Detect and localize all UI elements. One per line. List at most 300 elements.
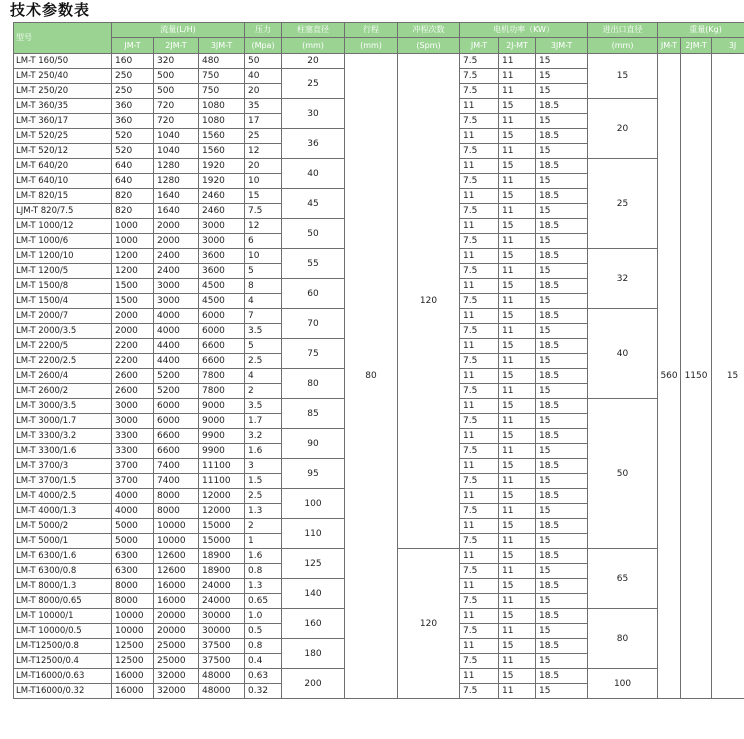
flow-cell: 20000 [154,624,199,639]
pressure-cell: 1.6 [245,549,282,564]
model-cell: LM-T 1200/10 [14,249,112,264]
flow-cell: 3700 [112,459,154,474]
flow-cell: 4000 [112,489,154,504]
flow-cell: 3000 [112,399,154,414]
motor-power-cell: 11 [460,399,499,414]
motor-power-cell: 11 [499,504,536,519]
motor-power-cell: 7.5 [460,354,499,369]
pressure-cell: 12 [245,144,282,159]
pressure-cell: 2 [245,384,282,399]
pressure-cell: 20 [245,84,282,99]
model-cell: LM-T 1200/5 [14,264,112,279]
plunger-dia-cell: 20 [282,54,345,69]
pressure-cell: 1.3 [245,504,282,519]
flow-cell: 6000 [154,414,199,429]
motor-power-cell: 11 [499,54,536,69]
model-cell: LJM-T 820/7.5 [14,204,112,219]
page-title: 技术参数表 [10,1,91,19]
pressure-cell: 7.5 [245,204,282,219]
motor-power-cell: 11 [460,369,499,384]
motor-power-cell: 15 [536,654,588,669]
port-dia-cell: 40 [588,309,658,399]
motor-power-cell: 15 [536,384,588,399]
motor-power-cell: 11 [499,384,536,399]
header-flow: 流量(L/H) [112,23,245,38]
model-cell: LM-T 10000/1 [14,609,112,624]
pressure-cell: 0.8 [245,564,282,579]
flow-cell: 9900 [199,444,245,459]
motor-power-cell: 7.5 [460,444,499,459]
flow-cell: 500 [154,84,199,99]
header-motor-2jm: 2J-MT [499,38,536,54]
pressure-cell: 25 [245,129,282,144]
flow-cell: 520 [112,129,154,144]
header-flow-jm: JM-T [112,38,154,54]
port-dia-cell: 15 [588,54,658,99]
flow-cell: 3700 [112,474,154,489]
motor-power-cell: 15 [499,579,536,594]
model-cell: LM-T 520/25 [14,129,112,144]
flow-cell: 640 [112,159,154,174]
pressure-cell: 6 [245,234,282,249]
header-row-1 [14,23,744,38]
pressure-cell: 4 [245,369,282,384]
motor-power-cell: 11 [499,354,536,369]
motor-power-cell: 11 [499,84,536,99]
model-cell: LM-T 6300/1.6 [14,549,112,564]
plunger-dia-cell: 75 [282,339,345,369]
flow-cell: 1560 [199,144,245,159]
motor-power-cell: 7.5 [460,594,499,609]
flow-cell: 1640 [154,189,199,204]
motor-power-cell: 18.5 [536,609,588,624]
pressure-cell: 35 [245,99,282,114]
flow-cell: 1280 [154,159,199,174]
pressure-cell: 0.5 [245,624,282,639]
pressure-cell: 10 [245,249,282,264]
flow-cell: 5000 [112,534,154,549]
motor-power-cell: 11 [499,444,536,459]
motor-power-cell: 11 [499,684,536,699]
motor-power-cell: 7.5 [460,54,499,69]
motor-power-cell: 7.5 [460,624,499,639]
motor-power-cell: 11 [460,639,499,654]
flow-cell: 2400 [154,264,199,279]
flow-cell: 2600 [112,369,154,384]
motor-power-cell: 11 [499,294,536,309]
flow-cell: 1000 [112,219,154,234]
flow-cell: 37500 [199,639,245,654]
pressure-cell: 1.0 [245,609,282,624]
motor-power-cell: 11 [499,324,536,339]
motor-power-cell: 11 [499,594,536,609]
motor-power-cell: 15 [499,489,536,504]
motor-power-cell: 15 [536,144,588,159]
motor-power-cell: 11 [460,159,499,174]
model-cell: LM-T 10000/0.5 [14,624,112,639]
pressure-cell: 3.5 [245,399,282,414]
motor-power-cell: 11 [460,249,499,264]
model-cell: LM-T 4000/1.3 [14,504,112,519]
flow-cell: 1000 [112,234,154,249]
plunger-dia-cell: 60 [282,279,345,309]
pressure-cell: 1.3 [245,579,282,594]
flow-cell: 16000 [154,594,199,609]
flow-cell: 1500 [112,294,154,309]
flow-cell: 18900 [199,564,245,579]
model-cell: LM-T 6300/0.8 [14,564,112,579]
flow-cell: 12600 [154,549,199,564]
plunger-dia-cell: 125 [282,549,345,579]
motor-power-cell: 11 [499,234,536,249]
motor-power-cell: 15 [536,444,588,459]
motor-power-cell: 15 [536,474,588,489]
motor-power-cell: 18.5 [536,249,588,264]
flow-cell: 18900 [199,549,245,564]
motor-power-cell: 15 [499,609,536,624]
motor-power-cell: 18.5 [536,99,588,114]
flow-cell: 48000 [199,684,245,699]
flow-cell: 9000 [199,414,245,429]
motor-power-cell: 7.5 [460,414,499,429]
flow-cell: 3000 [154,294,199,309]
flow-cell: 7400 [154,474,199,489]
motor-power-cell: 18.5 [536,669,588,684]
model-cell: LM-T 160/50 [14,54,112,69]
flow-cell: 3300 [112,444,154,459]
motor-power-cell: 18.5 [536,369,588,384]
motor-power-cell: 18.5 [536,579,588,594]
motor-power-cell: 11 [460,279,499,294]
flow-cell: 6000 [199,324,245,339]
model-cell: LM-T 3700/1.5 [14,474,112,489]
motor-power-cell: 15 [536,54,588,69]
motor-power-cell: 11 [460,219,499,234]
plunger-dia-cell: 180 [282,639,345,669]
flow-cell: 30000 [199,624,245,639]
motor-power-cell: 7.5 [460,684,499,699]
flow-cell: 2600 [112,384,154,399]
pressure-cell: 0.4 [245,654,282,669]
flow-cell: 2460 [199,189,245,204]
flow-cell: 16000 [112,684,154,699]
model-cell: LM-T12500/0.4 [14,654,112,669]
flow-cell: 6000 [199,309,245,324]
pressure-cell: 2 [245,519,282,534]
model-cell: LM-T 2200/2.5 [14,354,112,369]
spec-table-body [14,54,744,699]
motor-power-cell: 7.5 [460,474,499,489]
flow-cell: 160 [112,54,154,69]
flow-cell: 640 [112,174,154,189]
flow-cell: 8000 [154,489,199,504]
spec-table [13,22,744,699]
header-model: 型号 [14,23,112,54]
motor-power-cell: 7.5 [460,264,499,279]
motor-power-cell: 11 [460,129,499,144]
header-plunger-dia: 柱塞直径 [282,23,345,38]
motor-power-cell: 11 [499,624,536,639]
flow-cell: 32000 [154,669,199,684]
port-dia-cell: 65 [588,549,658,609]
flow-cell: 480 [199,54,245,69]
motor-power-cell: 11 [460,189,499,204]
pressure-cell: 0.32 [245,684,282,699]
flow-cell: 1500 [112,279,154,294]
flow-cell: 4000 [112,504,154,519]
motor-power-cell: 11 [499,564,536,579]
flow-cell: 10000 [112,624,154,639]
header-flow-2jm: 2JM-T [154,38,199,54]
flow-cell: 1640 [154,204,199,219]
plunger-dia-cell: 40 [282,159,345,189]
motor-power-cell: 18.5 [536,639,588,654]
motor-power-cell: 11 [499,474,536,489]
motor-power-cell: 15 [536,624,588,639]
motor-power-cell: 18.5 [536,459,588,474]
port-dia-cell: 50 [588,399,658,549]
motor-power-cell: 18.5 [536,159,588,174]
pressure-cell: 50 [245,54,282,69]
flow-cell: 1080 [199,99,245,114]
flow-cell: 1040 [154,129,199,144]
model-cell: LM-T 8000/1.3 [14,579,112,594]
plunger-dia-cell: 200 [282,669,345,699]
model-cell: LM-T 5000/2 [14,519,112,534]
flow-cell: 1560 [199,129,245,144]
flow-cell: 10000 [154,519,199,534]
header-motor-power: 电机功率（KW） [460,23,588,38]
motor-power-cell: 11 [499,654,536,669]
pressure-cell: 15 [245,189,282,204]
flow-cell: 48000 [199,669,245,684]
motor-power-cell: 15 [536,69,588,84]
flow-cell: 320 [154,54,199,69]
motor-power-cell: 15 [536,564,588,579]
flow-cell: 4000 [154,309,199,324]
motor-power-cell: 15 [499,549,536,564]
motor-power-cell: 15 [536,234,588,249]
motor-power-cell: 7.5 [460,84,499,99]
pressure-cell: 1.6 [245,444,282,459]
motor-power-cell: 15 [499,519,536,534]
header-weight-2jm: 2JM-T [681,38,712,54]
header-port-dia: 进出口直径 [588,23,658,38]
motor-power-cell: 18.5 [536,279,588,294]
model-cell: LM-T 2600/2 [14,384,112,399]
motor-power-cell: 7.5 [460,384,499,399]
flow-cell: 16000 [112,669,154,684]
motor-power-cell: 15 [536,294,588,309]
motor-power-cell: 11 [460,669,499,684]
motor-power-cell: 7.5 [460,114,499,129]
model-cell: LM-T 3300/1.6 [14,444,112,459]
plunger-dia-cell: 45 [282,189,345,219]
plunger-dia-cell: 140 [282,579,345,609]
plunger-dia-cell: 30 [282,99,345,129]
model-cell: LM-T 250/40 [14,69,112,84]
motor-power-cell: 7.5 [460,324,499,339]
motor-power-cell: 11 [460,309,499,324]
model-cell: LM-T 3700/3 [14,459,112,474]
header-stroke-unit: (mm) [345,38,398,54]
motor-power-cell: 11 [460,489,499,504]
motor-power-cell: 15 [499,669,536,684]
motor-power-cell: 7.5 [460,174,499,189]
flow-cell: 1200 [112,264,154,279]
model-cell: LM-T 2600/4 [14,369,112,384]
header-motor-jm: JM-T [460,38,499,54]
pressure-cell: 20 [245,159,282,174]
motor-power-cell: 15 [499,279,536,294]
flow-cell: 6300 [112,564,154,579]
header-row-2 [14,38,744,54]
flow-cell: 520 [112,144,154,159]
spm-cell: 120 [398,54,460,549]
flow-cell: 6600 [154,429,199,444]
flow-cell: 2200 [112,339,154,354]
motor-power-cell: 7.5 [460,504,499,519]
flow-cell: 3000 [199,234,245,249]
plunger-dia-cell: 25 [282,69,345,99]
flow-cell: 750 [199,69,245,84]
motor-power-cell: 11 [460,459,499,474]
flow-cell: 250 [112,69,154,84]
motor-power-cell: 11 [460,579,499,594]
model-cell: LM-T 640/10 [14,174,112,189]
plunger-dia-cell: 110 [282,519,345,549]
model-cell: LM-T 1500/8 [14,279,112,294]
motor-power-cell: 11 [499,414,536,429]
flow-cell: 9000 [199,399,245,414]
flow-cell: 250 [112,84,154,99]
motor-power-cell: 15 [536,504,588,519]
motor-power-cell: 15 [499,189,536,204]
flow-cell: 3600 [199,249,245,264]
pressure-cell: 4 [245,294,282,309]
flow-cell: 3300 [112,429,154,444]
pressure-cell: 1.7 [245,414,282,429]
flow-cell: 12000 [199,489,245,504]
model-cell: LM-T 4000/2.5 [14,489,112,504]
flow-cell: 1920 [199,174,245,189]
flow-cell: 6300 [112,549,154,564]
model-cell: LM-T 3000/3.5 [14,399,112,414]
motor-power-cell: 7.5 [460,534,499,549]
pressure-cell: 3.2 [245,429,282,444]
pressure-cell: 5 [245,339,282,354]
model-cell: LM-T12500/0.8 [14,639,112,654]
motor-power-cell: 7.5 [460,144,499,159]
flow-cell: 500 [154,69,199,84]
motor-power-cell: 15 [536,594,588,609]
port-dia-cell: 100 [588,669,658,699]
motor-power-cell: 15 [499,459,536,474]
motor-power-cell: 15 [536,204,588,219]
flow-cell: 24000 [199,594,245,609]
weight-cell: 1150 [681,54,712,699]
flow-cell: 10000 [154,534,199,549]
flow-cell: 2400 [154,249,199,264]
motor-power-cell: 18.5 [536,339,588,354]
motor-power-cell: 11 [499,534,536,549]
flow-cell: 11100 [199,474,245,489]
flow-cell: 5200 [154,369,199,384]
motor-power-cell: 11 [499,204,536,219]
flow-cell: 360 [112,99,154,114]
motor-power-cell: 15 [499,309,536,324]
header-weight: 重量(Kg) [658,23,744,38]
motor-power-cell: 18.5 [536,519,588,534]
motor-power-cell: 15 [536,174,588,189]
plunger-dia-cell: 100 [282,489,345,519]
model-cell: LM-T 820/15 [14,189,112,204]
motor-power-cell: 18.5 [536,399,588,414]
motor-power-cell: 15 [499,99,536,114]
motor-power-cell: 15 [499,369,536,384]
flow-cell: 32000 [154,684,199,699]
flow-cell: 720 [154,114,199,129]
flow-cell: 15000 [199,519,245,534]
flow-cell: 3000 [154,279,199,294]
pressure-cell: 8 [245,279,282,294]
motor-power-cell: 7.5 [460,564,499,579]
flow-cell: 1080 [199,114,245,129]
flow-cell: 30000 [199,609,245,624]
flow-cell: 2460 [199,204,245,219]
model-cell: LM-T 640/20 [14,159,112,174]
weight-cell: 560 [658,54,681,699]
plunger-dia-cell: 160 [282,609,345,639]
flow-cell: 12500 [112,654,154,669]
flow-cell: 25000 [154,639,199,654]
pressure-cell: 1.5 [245,474,282,489]
weight-cell: 15 [712,54,744,699]
plunger-dia-cell: 50 [282,219,345,249]
flow-cell: 9900 [199,429,245,444]
header-flow-3jm: 3JM-T [199,38,245,54]
pressure-cell: 2.5 [245,489,282,504]
motor-power-cell: 15 [536,534,588,549]
flow-cell: 360 [112,114,154,129]
pressure-cell: 1 [245,534,282,549]
flow-cell: 820 [112,204,154,219]
motor-power-cell: 15 [499,399,536,414]
flow-cell: 8000 [112,579,154,594]
flow-cell: 3000 [199,219,245,234]
model-cell: LM-T 5000/1 [14,534,112,549]
model-cell: LM-T 8000/0.65 [14,594,112,609]
header-spm: 冲程次数 [398,23,460,38]
flow-cell: 2000 [112,324,154,339]
port-dia-cell: 20 [588,99,658,159]
motor-power-cell: 11 [460,549,499,564]
model-cell: LM-T 1000/6 [14,234,112,249]
flow-cell: 3000 [112,414,154,429]
port-dia-cell: 80 [588,609,658,669]
header-plunger-dia-unit: (mm) [282,38,345,54]
motor-power-cell: 15 [499,339,536,354]
flow-cell: 11100 [199,459,245,474]
flow-cell: 37500 [199,654,245,669]
flow-cell: 10000 [112,609,154,624]
pressure-cell: 12 [245,219,282,234]
motor-power-cell: 18.5 [536,189,588,204]
flow-cell: 750 [199,84,245,99]
motor-power-cell: 15 [499,249,536,264]
header-weight-3jm: 3J [712,38,744,54]
model-cell: LM-T 250/20 [14,84,112,99]
